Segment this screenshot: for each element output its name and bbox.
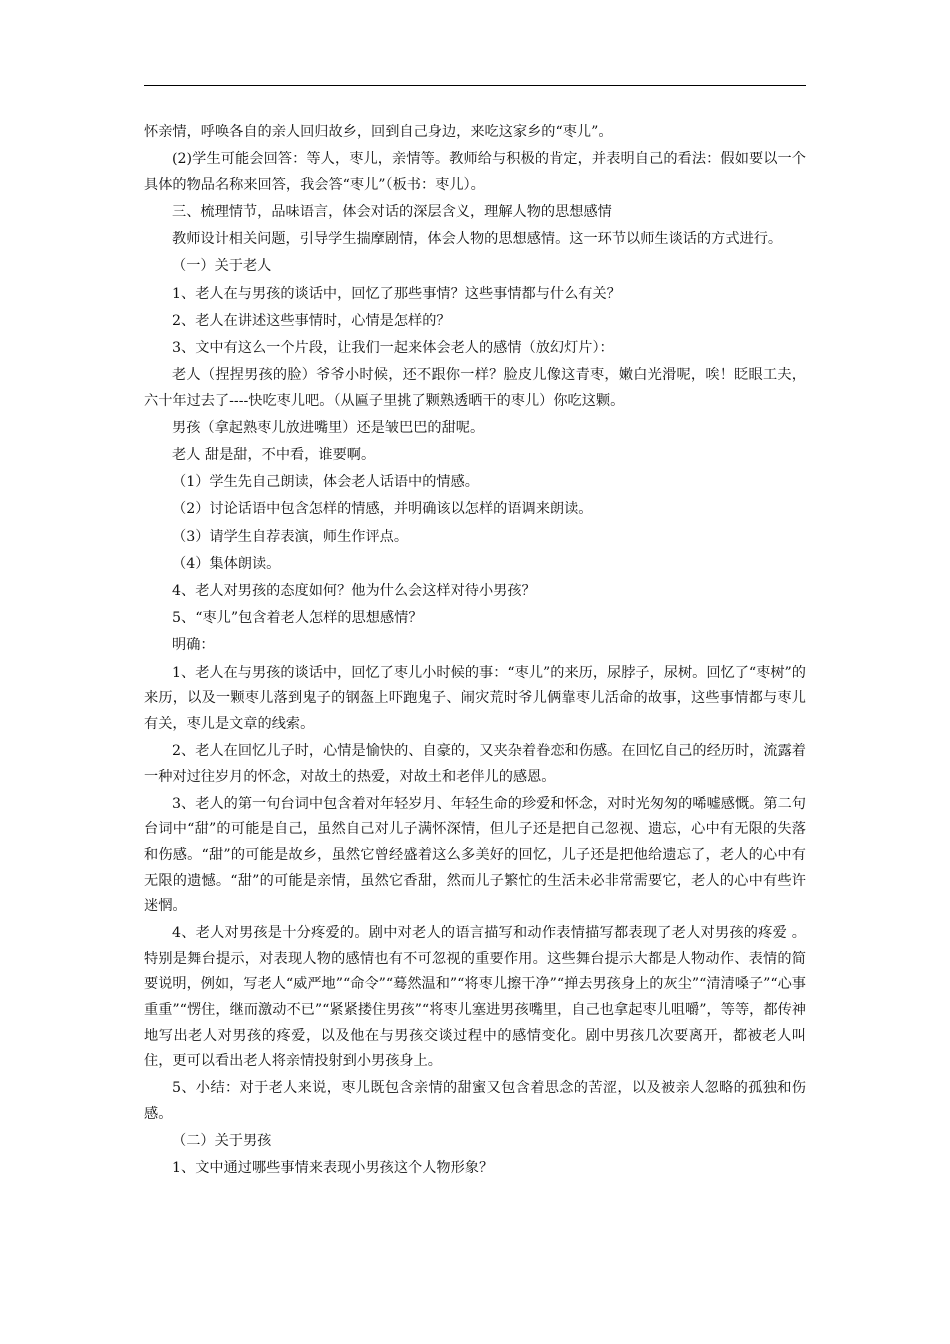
activity-item: （2）讨论话语中包含怎样的情感，并明确该以怎样的语调来朗读。 [172, 501, 593, 518]
activity-item: （1）学生先自己朗读，体会老人话语中的情感。 [172, 474, 479, 491]
script-excerpt: 老人（捏捏男孩的脸）爷爷小时候，还不跟你一样？脸皮儿像这青枣，嫩白光滑呢，唉！眨眼工夫，六十年过去了----快吃枣儿吧。（从匾子里挑了颗熟透晒干的枣儿）你吃这颗。 [144, 367, 806, 409]
question-item: 5、“枣儿”包含着老人怎样的思想感情？ [172, 610, 423, 627]
question-item: 3、文中有这么一个片段，让我们一起来体会老人的感情（放幻灯片）： [172, 339, 614, 356]
paragraph: 怀亲情，呼唤各自的亲人回归故乡，回到自己身边，来吃这家乡的“枣儿”。 [144, 124, 613, 140]
section-heading: 三、梳理情节，品味语言，体会对话的深层含义，理解人物的思想感情 [172, 203, 612, 220]
paragraph: (2)学生可能会回答：等人，枣儿，亲情等。教师给与积极的肯定，并表明自己的看法：假如要以一个具体的物品名称来回答，我会答“枣儿”（板书：枣儿）。 [144, 151, 806, 193]
answer-item: 3、老人的第一句台词中包含着对年轻岁月、年轻生命的珍爱和怀念，对时光匆匆的唏嘘感慨。第二句台词中“甜”的可能是自己，虽然自己对儿子满怀深情，但儿子还是把自己忽视、遗忘，心中有无限的失落和伤感。“甜”的可能是故乡，虽然它曾经盛着这么多美好的回忆，儿子还是把他给遗忘了，老人的心中有无限的遗憾。“甜”的可能是亲情，虽然它香甜，然而儿子繁忙的生活未必非常需要它，老人的心中有些许迷惘。 [144, 795, 806, 915]
script-excerpt: 男孩（拿起熟枣儿放进嘴里）还是皱巴巴的甜呢。 [172, 419, 485, 436]
script-excerpt: 老人 甜是甜，不中看，谁要啊。 [172, 447, 376, 464]
paragraph: 教师设计相关问题，引导学生揣摩剧情，体会人物的思想感情。这一环节以师生谈话的方式进行。 [172, 231, 783, 248]
question-item: 2、老人在讲述这些事情时，心情是怎样的？ [172, 312, 451, 329]
question-item: 1、老人在与男孩的谈话中，回忆了那些事情？这些事情都与什么有关？ [172, 285, 621, 302]
answer-item: 1、老人在与男孩的谈话中，回忆了枣儿小时候的事：“枣儿”的来历，尿脖子，尿树。回忆了“枣树”的来历，以及一颗枣儿落到鬼子的钢盔上吓跑鬼子、闹灾荒时爷儿俩靠枣儿活命的故事，这些事情都与枣儿有关，枣儿是文章的线索。 [144, 664, 806, 732]
question-item: 4、老人对男孩的态度如何？他为什么会这样对待小男孩？ [172, 583, 536, 599]
summary: 5、小结：对于老人来说，枣儿既包含亲情的甜蜜又包含着思念的苦涩，以及被亲人忽略的孤独和伤感。 [144, 1080, 806, 1123]
header-rule [144, 85, 806, 86]
question-item: 1、文中通过哪些事情来表现小男孩这个人物形象？ [172, 1160, 494, 1177]
answer-item: 2、老人在回忆儿子时，心情是愉快的、自豪的，又夹杂着眷恋和伤感。在回忆自己的经历时，流露着一种对过往岁月的怀念，对故土的热爱，对故土和老伴儿的感恩。 [144, 742, 806, 785]
activity-item: （3）请学生自荐表演，师生作评点。 [172, 528, 409, 545]
subsection-heading: （一）关于老人 [172, 258, 272, 275]
document-body [144, 120, 806, 1184]
activity-item: （4）集体朗读。 [172, 555, 281, 572]
answer-item: 4、老人对男孩是十分疼爱的。剧中对老人的语言描写和动作表情描写都表现了老人对男孩的疼爱 。特别是舞台提示，对表现人物的感情也有不可忽视的重要作用。这些舞台提示大都是人物动作、表情的简要说明，例如，写老人“威严地”“命令”“蓦然温和”“将枣儿擦干净”“掸去男孩身上的灰尘”“清清嗓子”“心事重重”“愣住，继而激动不已”“紧紧搂住男孩”“将枣儿塞进男孩嘴里，自己也拿起枣儿咀嚼”，等等，都传神地写出老人对男孩的疼爱，以及他在与男孩交谈过程中的感情变化。剧中男孩几次要离开，都被老人叫住，更可以看出老人将亲情投射到小男孩身上。 [144, 925, 806, 1070]
subsection-heading: （二）关于男孩 [172, 1133, 272, 1150]
answer-label: 明确： [172, 637, 215, 654]
